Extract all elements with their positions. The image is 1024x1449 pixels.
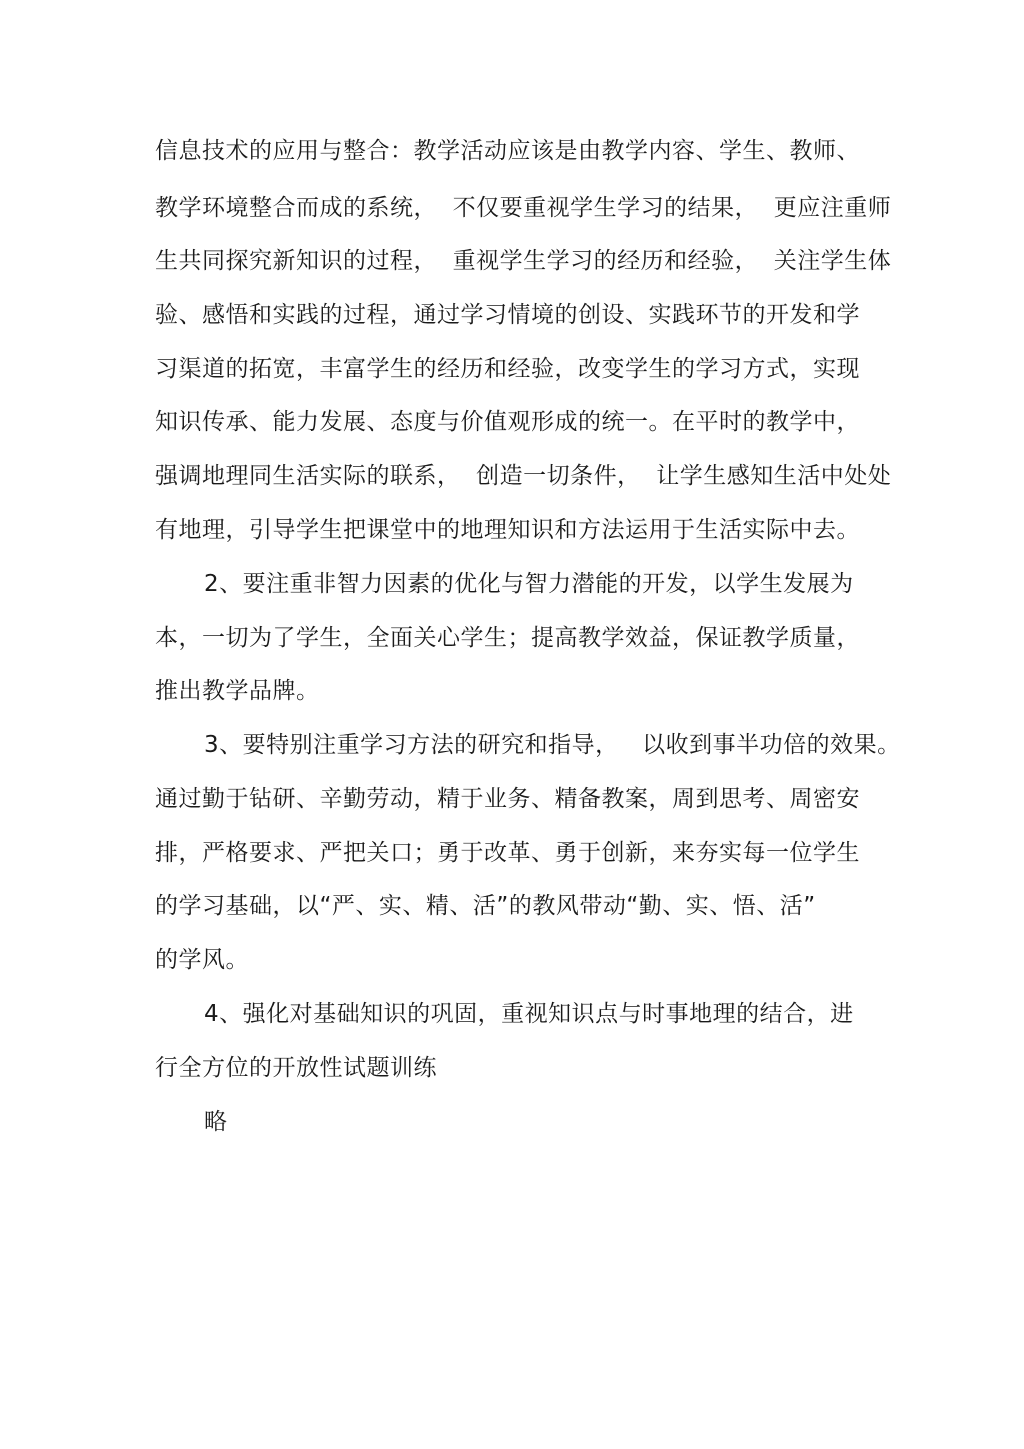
omitted-note: 略 bbox=[204, 1109, 228, 1135]
text-line: 本，一切为了学生，全面关心学生；提高教学效益，保证教学质量， bbox=[155, 625, 860, 651]
text-line: 有地理，引导学生把课堂中的地理知识和方法运用于生活实际中去。 bbox=[155, 517, 860, 543]
text-line: 的学风。 bbox=[155, 947, 249, 973]
text-line: 习渠道的拓宽，丰富学生的经历和经验，改变学生的学习方式，实现 bbox=[155, 356, 860, 382]
text-line: 生共同探究新知识的过程， 重视学生学习的经历和经验， 关注学生体 bbox=[155, 248, 892, 274]
text-line: 通过勤于钻研、辛勤劳动，精于业务、精备教案，周到思考、周密安 bbox=[155, 786, 860, 812]
text-line: 行全方位的开放性试题训练 bbox=[155, 1055, 437, 1081]
text-line: 验、感悟和实践的过程，通过学习情境的创设、实践环节的开发和学 bbox=[155, 302, 860, 328]
text-line: 教学环境整合而成的系统， 不仅要重视学生学习的结果， 更应注重师 bbox=[155, 195, 892, 221]
text-line: 信息技术的应用与整合：教学活动应该是由教学内容、学生、教师、 bbox=[155, 138, 860, 164]
paragraph-4-start: 4、强化对基础知识的巩固，重视知识点与时事地理的结合，进 bbox=[204, 1001, 854, 1027]
text-line: 推出教学品牌。 bbox=[155, 678, 320, 704]
paragraph-2-start: 2、要注重非智力因素的优化与智力潜能的开发，以学生发展为 bbox=[204, 571, 854, 597]
paragraph-3-start: 3、要特别注重学习方法的研究和指导， 以收到事半功倍的效果。 bbox=[204, 732, 901, 758]
text-line: 排，严格要求、严把关口；勇于改革、勇于创新，来夯实每一位学生 bbox=[155, 840, 860, 866]
text-line: 知识传承、能力发展、态度与价值观形成的统一。在平时的教学中， bbox=[155, 409, 860, 435]
text-line: 的学习基础，以“严、实、精、活”的教风带动“勤、实、悟、活” bbox=[155, 893, 816, 919]
text-line: 强调地理同生活实际的联系， 创造一切条件， 让学生感知生活中处处 bbox=[155, 463, 892, 489]
